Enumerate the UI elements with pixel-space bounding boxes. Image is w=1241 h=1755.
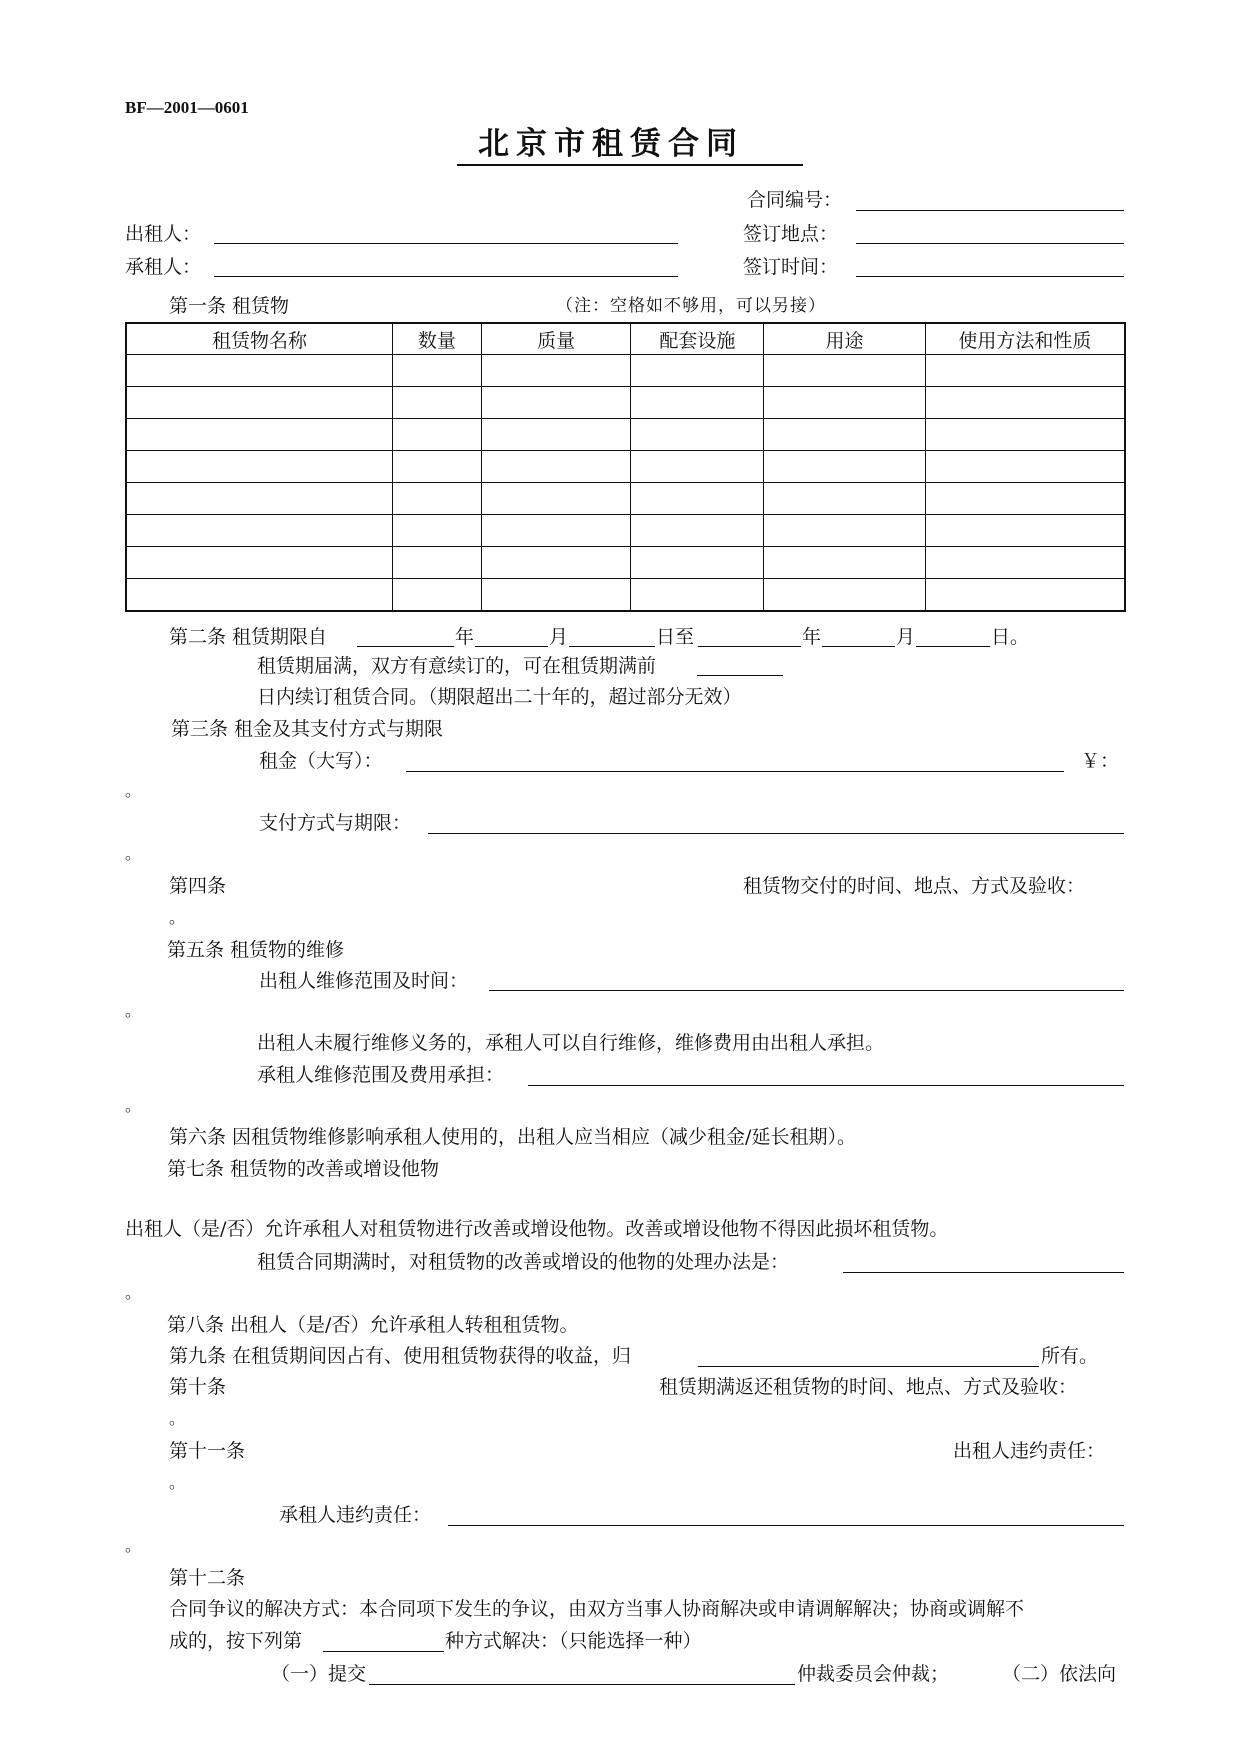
article-2-prefix: 第二条 租赁期限自 bbox=[169, 626, 328, 648]
table-cell[interactable] bbox=[481, 355, 631, 387]
article-5-label: 第五条 租赁物的维修 bbox=[167, 939, 345, 961]
article-10-text: 租赁期满返还租赁物的时间、地点、方式及验收： bbox=[659, 1376, 1078, 1398]
article-7-text: 出租人（是/否）允许承租人对租赁物进行改善或增设他物。改善或增设他物不得因此损坏租赁物。 bbox=[125, 1218, 949, 1240]
table-cell[interactable] bbox=[764, 515, 926, 547]
end-year-field[interactable] bbox=[698, 646, 801, 647]
title-underline bbox=[457, 164, 803, 166]
lessee-label: 承租人： bbox=[125, 256, 202, 278]
dispute-resolution-text: 合同争议的解决方式：本合同项下发生的争议，由双方当事人协商解决或申请调解解决；协商或调解不 bbox=[169, 1598, 1025, 1620]
payment-label: 支付方式与期限： bbox=[259, 812, 412, 834]
dispute-option-suffix: 种方式解决：（只能选择一种） bbox=[445, 1630, 702, 1652]
table-cell[interactable] bbox=[925, 579, 1125, 612]
article-10-label: 第十条 bbox=[169, 1376, 227, 1398]
lessee-repair-field[interactable] bbox=[528, 1085, 1124, 1086]
renewal-text-2: 日内续订租赁合同。（期限超出二十年的，超过部分无效） bbox=[257, 686, 742, 708]
table-cell[interactable] bbox=[631, 387, 764, 419]
lessee-liability-field[interactable] bbox=[448, 1525, 1124, 1526]
table-cell[interactable] bbox=[481, 451, 631, 483]
end-day-field[interactable] bbox=[916, 646, 990, 647]
payment-field[interactable] bbox=[428, 833, 1124, 834]
article-8-text: 第八条 出租人（是/否）允许承租人转租租赁物。 bbox=[167, 1314, 579, 1336]
table-cell[interactable] bbox=[925, 387, 1125, 419]
table-row bbox=[126, 355, 1125, 387]
lessor-label: 出租人： bbox=[125, 223, 202, 245]
table-cell[interactable] bbox=[764, 547, 926, 579]
month-label: 月 bbox=[549, 626, 569, 648]
month-label: 月 bbox=[896, 626, 916, 648]
day-to-label: 日至 bbox=[656, 626, 695, 648]
table-cell[interactable] bbox=[631, 419, 764, 451]
column-header: 用途 bbox=[764, 323, 926, 355]
period-mark: 。 bbox=[125, 844, 142, 863]
arbitration-option-prefix: （一）提交 bbox=[271, 1663, 367, 1685]
table-cell[interactable] bbox=[126, 451, 392, 483]
table-cell[interactable] bbox=[126, 547, 392, 579]
article-4-label: 第四条 bbox=[169, 875, 227, 897]
lessor-field[interactable] bbox=[214, 243, 678, 244]
table-cell[interactable] bbox=[925, 451, 1125, 483]
period-mark: 。 bbox=[169, 908, 186, 927]
table-row bbox=[126, 579, 1125, 612]
table-row bbox=[126, 547, 1125, 579]
table-cell[interactable] bbox=[481, 547, 631, 579]
article-4-text: 租赁物交付的时间、地点、方式及验收： bbox=[743, 875, 1086, 897]
column-header: 质量 bbox=[481, 323, 631, 355]
table-cell[interactable] bbox=[126, 419, 392, 451]
contract-no-field[interactable] bbox=[856, 210, 1124, 211]
table-header-row bbox=[126, 323, 1125, 355]
column-header: 配套设施 bbox=[631, 323, 764, 355]
page-title: 北京市租赁合同 bbox=[478, 126, 744, 162]
table-cell[interactable] bbox=[631, 579, 764, 612]
table-cell[interactable] bbox=[481, 579, 631, 612]
table-cell[interactable] bbox=[126, 483, 392, 515]
column-header: 租赁物名称 bbox=[126, 323, 392, 355]
lessee-liability-label: 承租人违约责任： bbox=[279, 1504, 432, 1526]
table-row bbox=[126, 387, 1125, 419]
start-year-field[interactable] bbox=[357, 646, 454, 647]
start-day-field[interactable] bbox=[569, 646, 655, 647]
table-cell[interactable] bbox=[925, 515, 1125, 547]
article-1-label: 第一条 租赁物 bbox=[169, 295, 290, 317]
table-cell[interactable] bbox=[925, 355, 1125, 387]
renewal-text: 租赁期届满，双方有意续订的，可在租赁期满前 bbox=[257, 655, 657, 677]
table-cell[interactable] bbox=[764, 355, 926, 387]
lessor-liability-label: 出租人违约责任： bbox=[953, 1440, 1106, 1462]
end-month-field[interactable] bbox=[822, 646, 895, 647]
period-mark: 。 bbox=[125, 1283, 142, 1302]
improvement-handling-label: 租赁合同期满时，对租赁物的改善或增设的他物的处理办法是： bbox=[257, 1251, 790, 1273]
table-cell[interactable] bbox=[631, 483, 764, 515]
table-cell[interactable] bbox=[392, 387, 481, 419]
article-1-note: （注：空格如不够用，可以另接） bbox=[556, 296, 826, 316]
table-cell[interactable] bbox=[392, 483, 481, 515]
lessor-repair-field[interactable] bbox=[489, 990, 1124, 991]
period-mark: 。 bbox=[125, 1536, 142, 1555]
lessee-repair-label: 承租人维修范围及费用承担： bbox=[257, 1064, 505, 1086]
period-mark: 。 bbox=[125, 1001, 142, 1020]
table-cell[interactable] bbox=[925, 547, 1125, 579]
sign-place-field[interactable] bbox=[856, 243, 1124, 244]
table-cell[interactable] bbox=[631, 355, 764, 387]
table-cell[interactable] bbox=[764, 419, 926, 451]
column-header: 数量 bbox=[392, 323, 481, 355]
dispute-option-prefix: 成的，按下列第 bbox=[169, 1630, 303, 1652]
table-cell[interactable] bbox=[631, 451, 764, 483]
period-mark: 。 bbox=[169, 1473, 186, 1492]
table-cell[interactable] bbox=[764, 451, 926, 483]
rent-amount-field[interactable] bbox=[406, 771, 1064, 772]
improvement-handling-field[interactable] bbox=[843, 1272, 1124, 1273]
column-header: 使用方法和性质 bbox=[925, 323, 1125, 355]
lessee-field[interactable] bbox=[214, 276, 678, 277]
start-month-field[interactable] bbox=[475, 646, 548, 647]
article-12-label: 第十二条 bbox=[169, 1567, 246, 1589]
table-cell[interactable] bbox=[392, 451, 481, 483]
table-cell[interactable] bbox=[764, 483, 926, 515]
table-row bbox=[126, 451, 1125, 483]
article-3-label: 第三条 租金及其支付方式与期限 bbox=[171, 718, 444, 740]
yen-label: ￥： bbox=[1081, 750, 1120, 772]
table-cell[interactable] bbox=[126, 579, 392, 612]
table-cell[interactable] bbox=[764, 387, 926, 419]
period-mark: 。 bbox=[125, 1096, 142, 1115]
document-code: BF—2001—0601 bbox=[125, 98, 249, 117]
table-cell[interactable] bbox=[126, 387, 392, 419]
lessor-repair-label: 出租人维修范围及时间： bbox=[259, 970, 469, 992]
sign-place-label: 签订地点： bbox=[743, 223, 839, 245]
table-cell[interactable] bbox=[392, 419, 481, 451]
dispute-option-field[interactable] bbox=[323, 1651, 444, 1652]
arbitration-option-suffix: 仲裁委员会仲裁； bbox=[797, 1663, 950, 1685]
table-cell[interactable] bbox=[631, 515, 764, 547]
renewal-days-field[interactable] bbox=[697, 675, 783, 676]
contract-no-label: 合同编号： bbox=[747, 189, 843, 211]
article-11-label: 第十一条 bbox=[169, 1440, 246, 1462]
litigation-option: （二）依法向 bbox=[1002, 1663, 1117, 1685]
table-cell[interactable] bbox=[764, 579, 926, 612]
table-cell[interactable] bbox=[631, 547, 764, 579]
sign-time-label: 签订时间： bbox=[743, 256, 839, 278]
arbitration-committee-field[interactable] bbox=[369, 1684, 795, 1685]
article-6-text: 第六条 因租赁物维修影响承租人使用的，出租人应当相应（减少租金/延长租期）。 bbox=[169, 1126, 856, 1148]
table-cell[interactable] bbox=[481, 387, 631, 419]
table-cell[interactable] bbox=[392, 579, 481, 612]
period-mark: 。 bbox=[125, 781, 142, 800]
table-row bbox=[126, 515, 1125, 547]
day-end-label: 日。 bbox=[991, 626, 1030, 648]
table-cell[interactable] bbox=[392, 355, 481, 387]
year-label: 年 bbox=[802, 626, 822, 648]
sign-time-field[interactable] bbox=[856, 276, 1124, 277]
table-row bbox=[126, 419, 1125, 451]
article-9-suffix: 所有。 bbox=[1041, 1345, 1099, 1367]
table-cell[interactable] bbox=[481, 419, 631, 451]
article-7-label: 第七条 租赁物的改善或增设他物 bbox=[167, 1158, 440, 1180]
table-cell[interactable] bbox=[126, 355, 392, 387]
income-owner-field[interactable] bbox=[698, 1366, 1039, 1367]
table-cell[interactable] bbox=[481, 483, 631, 515]
table-cell[interactable] bbox=[126, 515, 392, 547]
table-cell[interactable] bbox=[392, 547, 481, 579]
table-cell[interactable] bbox=[392, 515, 481, 547]
table-cell[interactable] bbox=[481, 515, 631, 547]
article-9-prefix: 第九条 在租赁期间因占有、使用租赁物获得的收益，归 bbox=[169, 1345, 632, 1367]
table-cell[interactable] bbox=[925, 483, 1125, 515]
table-cell[interactable] bbox=[925, 419, 1125, 451]
rent-amount-label: 租金（大写）： bbox=[259, 750, 383, 772]
repair-obligation-text: 出租人未履行维修义务的，承租人可以自行维修，维修费用由出租人承担。 bbox=[257, 1032, 885, 1054]
rental-items-table bbox=[125, 322, 1126, 612]
period-mark: 。 bbox=[169, 1409, 186, 1428]
table-row bbox=[126, 483, 1125, 515]
year-label: 年 bbox=[455, 626, 475, 648]
